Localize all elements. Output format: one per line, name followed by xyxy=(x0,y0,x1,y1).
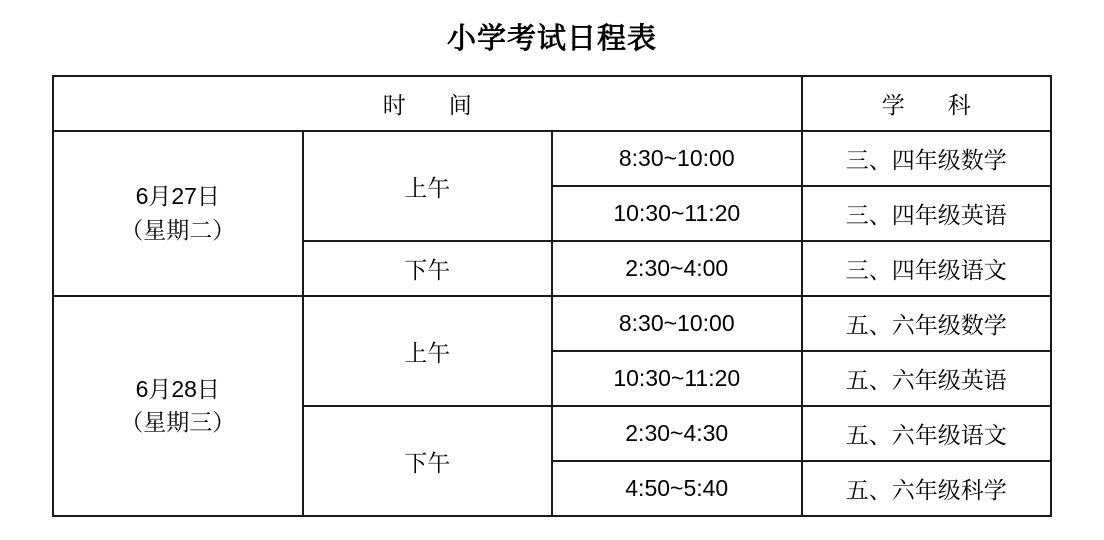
time-cell: 2:30~4:30 xyxy=(552,406,802,461)
subject-cell: 三、四年级语文 xyxy=(802,241,1052,296)
table-row xyxy=(53,131,1051,186)
half-cell-afternoon-day1: 下午 xyxy=(303,241,553,296)
schedule-table-container xyxy=(52,75,1052,517)
date-line-2: （星期二） xyxy=(120,216,236,243)
subject-cell: 三、四年级英语 xyxy=(802,186,1052,241)
date-line-2: （星期三） xyxy=(120,409,236,435)
date-cell-day2 xyxy=(53,296,303,516)
subject-cell: 五、六年级科学 xyxy=(802,461,1052,516)
time-cell: 10:30~11:20 xyxy=(552,186,802,241)
time-cell: 8:30~10:00 xyxy=(552,131,802,186)
date-line-1: 6月27日 xyxy=(135,183,220,210)
subject-cell: 三、四年级数学 xyxy=(802,131,1052,186)
half-cell-morning-day1: 上午 xyxy=(303,131,553,241)
time-cell: 10:30~11:20 xyxy=(552,351,802,406)
date-cell-day1 xyxy=(53,131,303,296)
table-row xyxy=(53,296,1051,351)
subject-cell: 五、六年级英语 xyxy=(802,351,1052,406)
half-cell-morning-day2: 上午 xyxy=(303,296,553,406)
time-cell: 2:30~4:00 xyxy=(552,241,802,296)
exam-schedule-table xyxy=(52,75,1052,517)
half-cell-afternoon-day2: 下午 xyxy=(303,406,553,516)
header-time: 时 间 xyxy=(53,76,802,131)
table-header-row xyxy=(53,76,1051,131)
time-cell: 8:30~10:00 xyxy=(552,296,802,351)
date-line-1: 6月28日 xyxy=(135,375,220,402)
header-subject: 学 科 xyxy=(802,76,1052,131)
subject-cell: 五、六年级数学 xyxy=(802,296,1052,351)
subject-cell: 五、六年级语文 xyxy=(802,406,1052,461)
page-title: 小学考试日程表 xyxy=(446,23,657,55)
time-cell: 4:50~5:40 xyxy=(552,461,802,516)
